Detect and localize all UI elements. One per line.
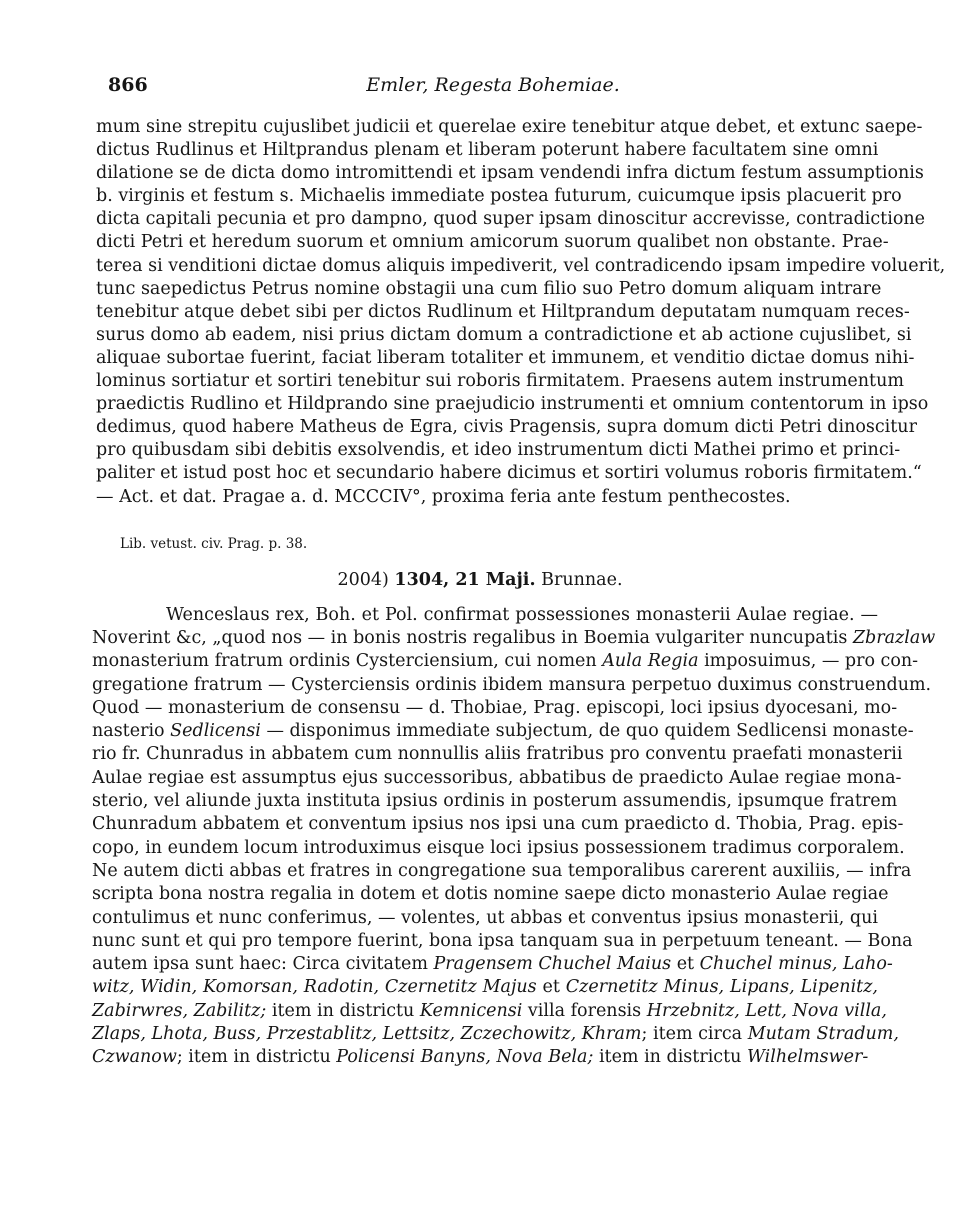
- page-number: 866: [108, 74, 148, 96]
- text-line: surus domo ab eadem, nisi prius dictam domum a contradictione et ab actione cujuslibet, si: [96, 324, 912, 345]
- text-line: [92, 1023, 899, 1046]
- text-segment: copo, in eundem locum introduximus eisque loci ipsius possessionem tradimus corporalem.: [92, 837, 905, 858]
- italic-name: Hrzebnitz, Lett, Nova villa,: [646, 1000, 887, 1021]
- text-segment: Noverint &c, „quod nos — in bonis nostris regalibus in Boemia vulgariter nuncupatis: [92, 628, 853, 648]
- text-line: [92, 697, 898, 720]
- document-place: Brunnae.: [541, 570, 623, 590]
- italic-name: Wilhelmswer-: [746, 1047, 869, 1068]
- text-line: [92, 860, 912, 883]
- text-segment: et: [671, 954, 700, 975]
- text-line: [92, 767, 902, 790]
- text-segment: Chunradum abbatem et conventum ipsius nos ipsi una cum praedicto d. Thobia, Prag. epis-: [92, 814, 904, 835]
- text-segment: rio fr. Chunradus in abbatem cum nonnullis aliis fratribus pro conventu praefati monasterii: [92, 744, 903, 765]
- document-number: 2004): [337, 570, 389, 590]
- text-segment: — disponimus immediate subjectum, de quo quidem Sedlicensi monaste-: [260, 721, 914, 742]
- document-summary: [166, 604, 878, 627]
- text-line: [92, 813, 904, 836]
- text-segment: contulimus et nunc conferimus, — volentes, ut abbas et conventus ipsius monasterii, qui: [92, 907, 878, 928]
- italic-name: Kemnicensi: [419, 1000, 523, 1021]
- text-segment: ; item in districtu: [176, 1047, 337, 1068]
- text-segment: nunc sunt et qui pro tempore fuerint, bona ipsa tanquam sua in perpetuum teneant. — Bona: [92, 930, 913, 951]
- text-line: [92, 953, 893, 976]
- text-line: [92, 883, 889, 906]
- text-line: dedimus, quod habere Matheus de Egra, civis Pragensis, supra domum dicti Petri dinoscitur: [96, 417, 917, 438]
- text-segment: Ne autem dicti abbas et fratres in congregatione sua temporalibus carerent auxiliis, — infra: [92, 860, 912, 881]
- text-line: — Act. et dat. Pragae a. d. MCCCIV°, proxima feria ante festum penthecostes.: [96, 486, 791, 507]
- text-line: paliter et istud post hoc et secundario habere dicimus et sortiri volumus roboris firmitatem.“: [96, 463, 922, 484]
- text-segment: villa forensis: [522, 1000, 647, 1021]
- text-line: [92, 976, 878, 999]
- page-header: [108, 74, 878, 104]
- text-line: [92, 1046, 878, 1069]
- text-line: b. virginis et festum s. Michaelis immediate postea futurum, cuicumque ipsis placuerit pro: [96, 186, 902, 207]
- text-line: [92, 1000, 887, 1023]
- text-segment: autem ipsa sunt haec: Circa civitatem: [92, 954, 434, 975]
- text-line: tunc saepedictus Petrus nomine obstagii una cum filio suo Petro domum aliquam intrare: [96, 278, 882, 299]
- summary-line: Wenceslaus rex, Boh. et Pol. confirmat possessiones monasterii Aulae regiae. —: [166, 605, 878, 625]
- text-line: aliquae subortae fuerint, faciat liberam totaliter et immunem, et venditio dictae domus nihi-: [96, 347, 915, 368]
- italic-name: Pragensem Chuchel Maius: [433, 954, 672, 975]
- text-line: pro quibusdam sibi debitis exsolvendis, et ideo instrumentum dicti Mathei primo et princi-: [96, 440, 901, 461]
- italic-name: Aula Regia: [602, 651, 699, 672]
- text-segment: gregatione fratrum — Cysterciensis ordinis ibidem mansura perpetuo duximus construendum.: [92, 674, 932, 695]
- text-line: [92, 674, 932, 697]
- text-line: [92, 930, 913, 953]
- text-line: [92, 627, 936, 650]
- text-line: [92, 837, 905, 860]
- continued-document-text: [96, 116, 946, 509]
- text-line: terea si venditioni dictae domus aliquis impediverit, vel contradicendo ipsam impedire voluerit,: [96, 255, 946, 276]
- text-line: [92, 743, 903, 766]
- text-line: praedictis Rudlino et Hildprando sine praejudicio instrumenti et omnium contentorum in ipso: [96, 394, 929, 415]
- text-line: [92, 790, 898, 813]
- text-segment: monasterium fratrum ordinis Cysterciensium, cui nomen: [92, 651, 603, 672]
- italic-name: Sedlicensi: [170, 721, 261, 742]
- text-segment: ; item circa: [641, 1024, 748, 1045]
- text-segment: Quod — monasterium de consensu — d. Thobiae, Prag. episcopi, loci ipsius dyocesani, mo-: [92, 697, 898, 718]
- text-line: lominus sortiatur et sortiri tenebitur sui roboris firmitatem. Praesens autem instrumentum: [96, 371, 904, 392]
- italic-name: Czwanow: [92, 1047, 177, 1068]
- text-segment: et: [536, 977, 566, 998]
- text-line: [92, 720, 914, 743]
- italic-name: witz, Widin, Komorsan, Radotin, Czernetitz Majus: [92, 977, 537, 998]
- italic-name: Mutam Stradum,: [747, 1024, 899, 1045]
- text-line: dictus Rudlinus et Hiltprandus plenam et liberam poterunt habere facultatem sine omni: [96, 140, 879, 161]
- text-line: dicta capitali pecunia et pro dampno, quod super ipsam dinoscitur accrevisse, contradictione: [96, 209, 925, 230]
- source-citation: Lib. vetust. civ. Prag. p. 38.: [120, 536, 308, 552]
- text-line: dicti Petri et heredum suorum et omnium amicorum suorum qualibet non obstante. Prae-: [96, 232, 889, 253]
- italic-name: Zbrazlaw: [852, 628, 936, 648]
- text-line: tenebitur atque debet sibi per dictos Rudlinum et Hiltprandum deputatam numquam reces-: [96, 301, 910, 322]
- italic-name: Zlaps, Lhota, Buss, Przestablitz, Lettsitz, Zczechowitz, Khram: [92, 1024, 642, 1045]
- italic-name: Zabirwres, Zabilitz;: [92, 1000, 267, 1021]
- text-segment: nasterio: [92, 721, 171, 742]
- text-line: [92, 907, 878, 930]
- text-segment: item in districtu: [266, 1000, 420, 1021]
- text-line: dilatione se de dicta domo intromittendi et ipsam vendendi infra dictum festum assumptionis: [96, 163, 924, 184]
- text-segment: scripta bona nostra regalia in dotem et dotis nomine saepe dicto monasterio Aulae regiae: [92, 884, 889, 905]
- document-date: 1304, 21 Maji.: [394, 570, 536, 590]
- italic-name: Czernetitz Minus, Lipans, Lipenitz,: [565, 977, 878, 998]
- text-segment: imposuimus, — pro con-: [698, 651, 919, 672]
- document-text: [92, 627, 936, 1070]
- document-heading: [0, 570, 960, 590]
- italic-name: Chuchel minus, Laho-: [699, 954, 893, 975]
- text-line: mum sine strepitu cujuslibet judicii et querelae exire tenebitur atque debet, et extunc saepe-: [96, 117, 923, 137]
- text-segment: Aulae regiae est assumptus ejus successoribus, abbatibus de praedicto Aulae regiae mona-: [92, 767, 902, 788]
- running-title: Emler, Regesta Bohemiae.: [366, 74, 620, 96]
- text-segment: item in districtu: [593, 1047, 747, 1068]
- text-segment: sterio, vel aliunde juxta instituta ipsius ordinis in posterum assumendis, ipsumque fratrem: [92, 791, 898, 812]
- italic-name: Policensi Banyns, Nova Bela;: [336, 1047, 594, 1068]
- text-line: [92, 650, 919, 673]
